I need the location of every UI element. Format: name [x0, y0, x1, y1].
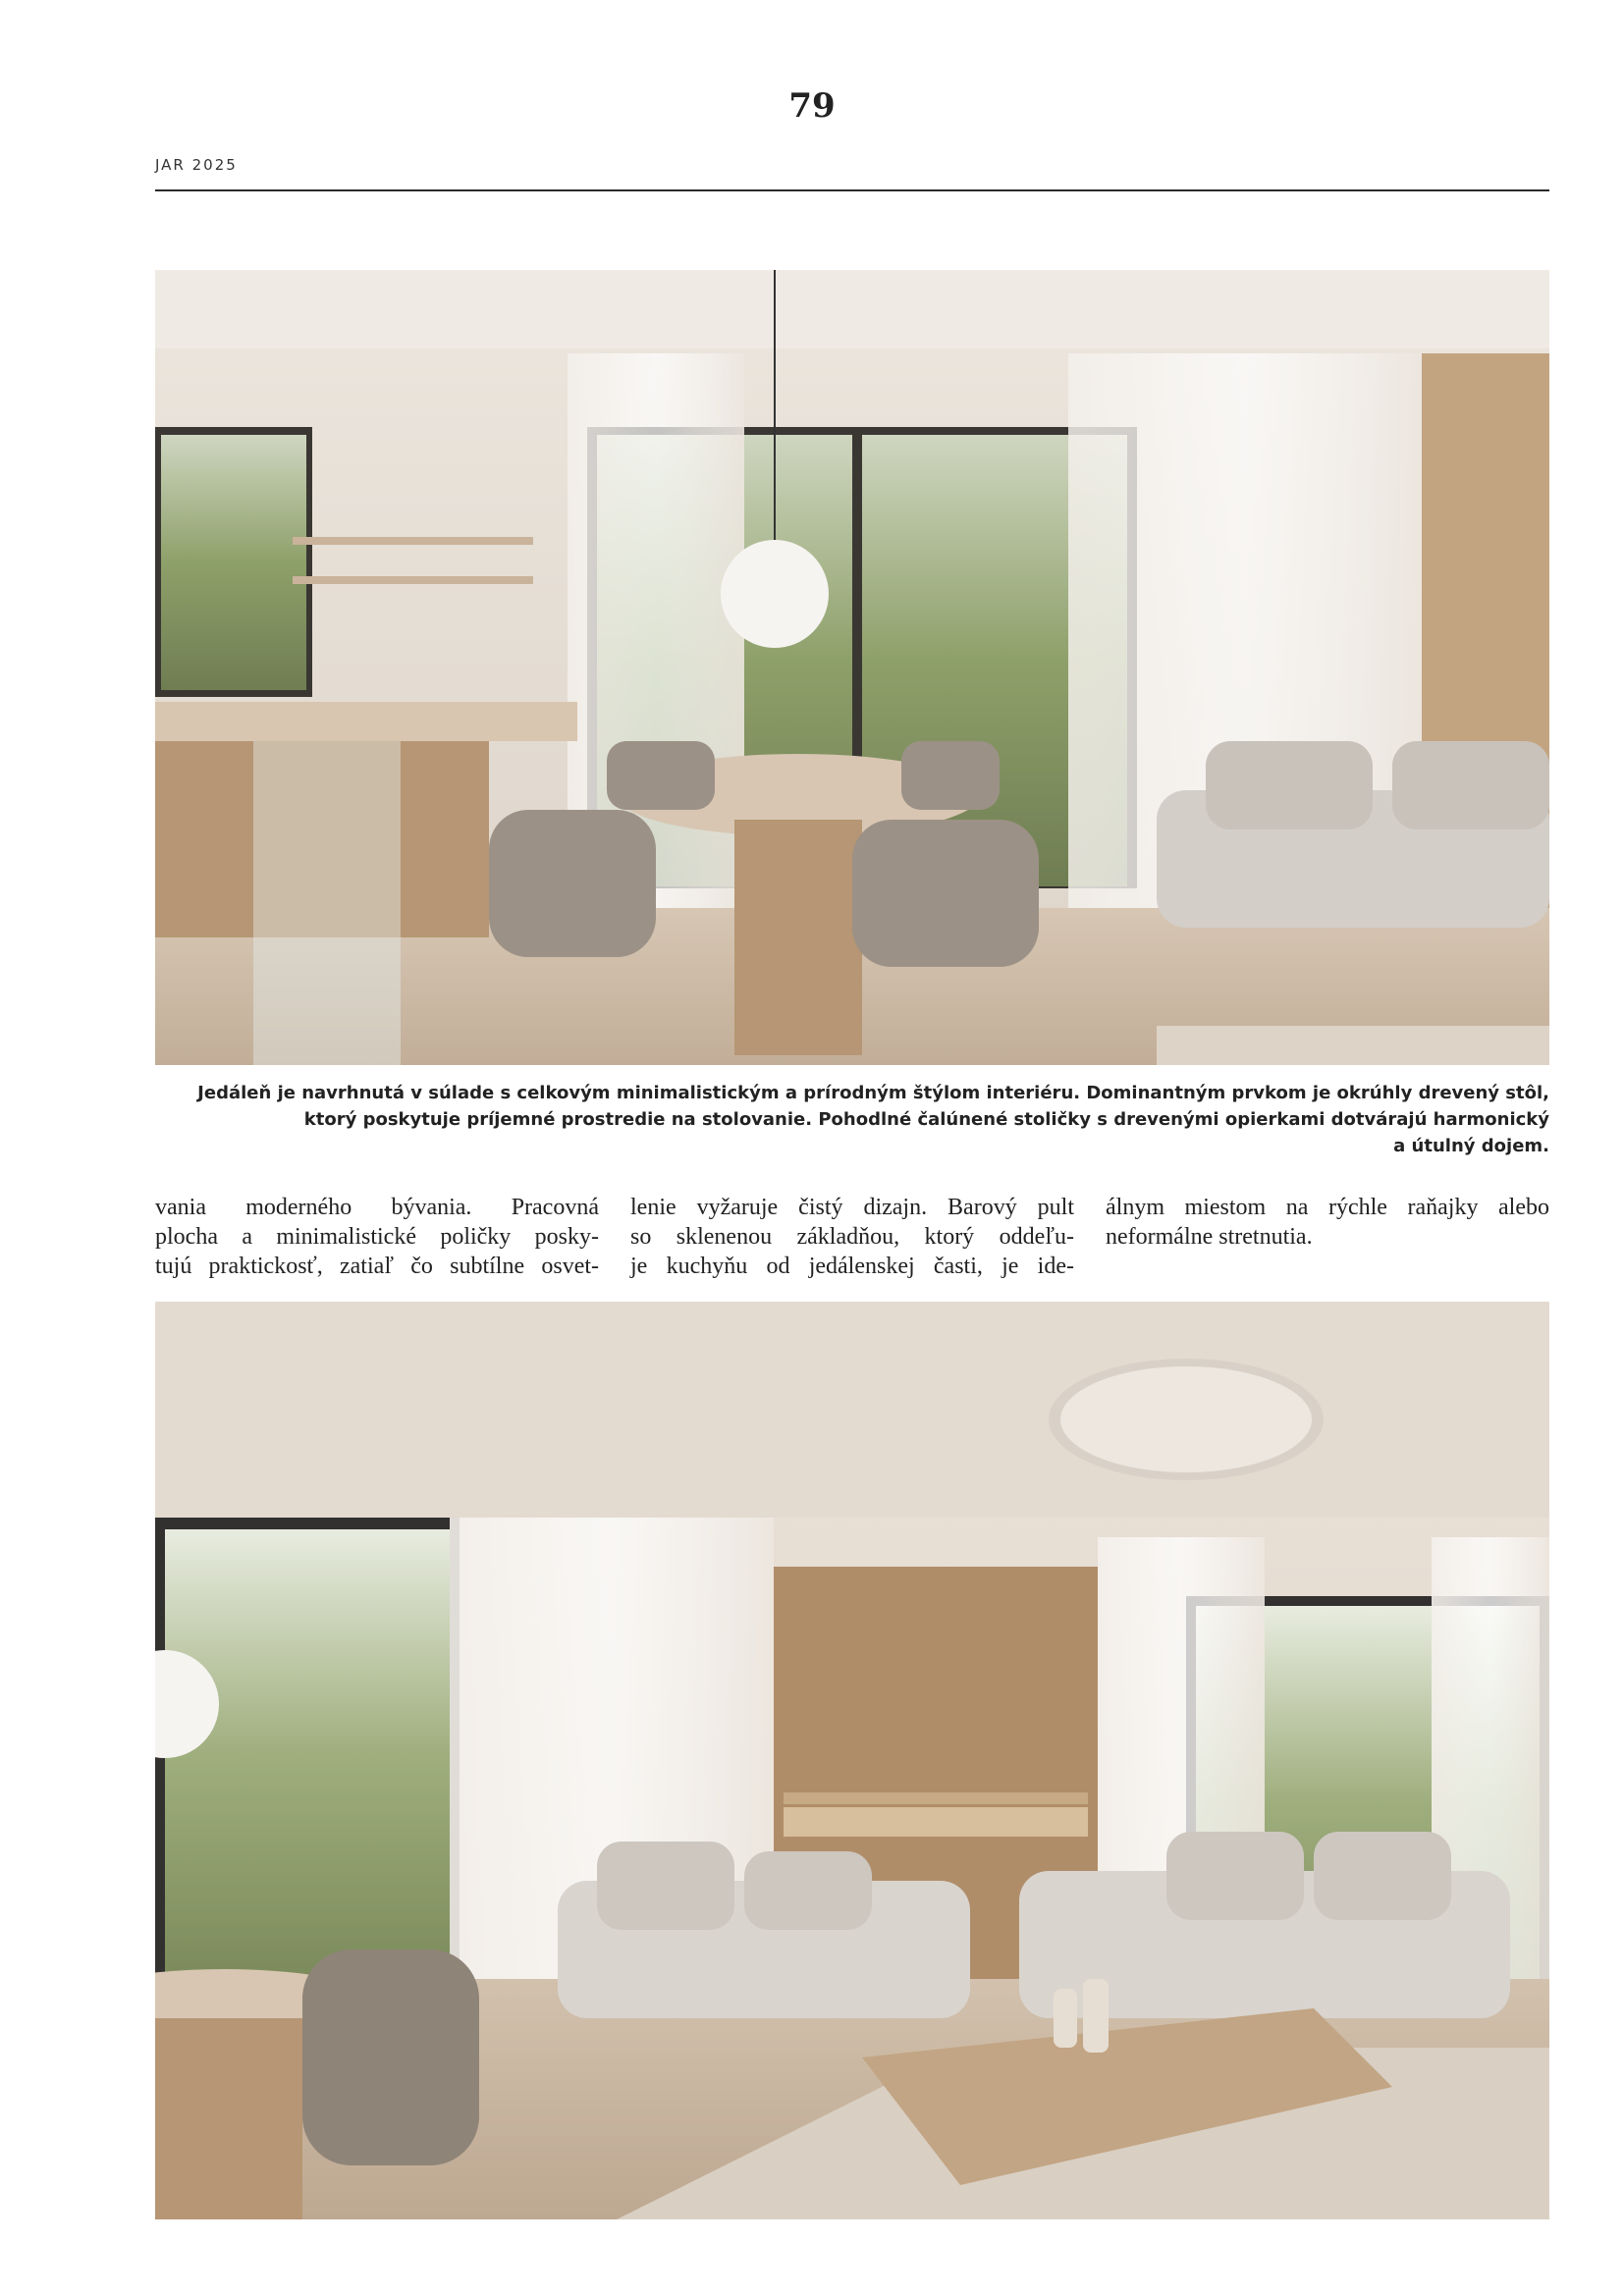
text-line: so sklenenou základňou, ktorý oddeľu- [630, 1224, 1074, 1250]
text-column-3 [1106, 1193, 1549, 1281]
page-number: 79 [788, 86, 836, 126]
caption-line: ktorý poskytuje príjemné prostredie na stolovanie. Pohodlné čalúnené stoličky s drevenými opierkami dotvárajú harmonický [303, 1109, 1549, 1130]
text-line: lenie vyžaruje čistý dizajn. Barový pult [630, 1195, 1074, 1220]
text-line: je kuchyňu od jedálenskej časti, je ide- [630, 1254, 1074, 1279]
dining-room-photo [155, 270, 1549, 1065]
text-column-1 [155, 1193, 599, 1281]
text-line: plocha a minimalistické poličky posky- [155, 1224, 599, 1250]
text-line: neformálne stretnutia. [1106, 1224, 1313, 1250]
header-rule [155, 189, 1549, 191]
caption-line: a útulný dojem. [1393, 1136, 1549, 1156]
text-line: álnym miestom na rýchle raňajky alebo [1106, 1195, 1549, 1220]
issue-label: JAR 2025 [155, 156, 238, 174]
text-line: vania moderného bývania. Pracovná [155, 1195, 599, 1220]
text-line: tujú praktickosť, zatiaľ čo subtílne osvet- [155, 1254, 599, 1279]
text-column-2 [630, 1193, 1074, 1281]
living-room-photo [155, 1302, 1549, 2219]
caption-line: Jedáleň je navrhnutá v súlade s celkovým minimalistickým a prírodným štýlom interiéru. Dominantným prvkom je okrúhly drevený stôl, [197, 1083, 1549, 1103]
photo-caption [155, 1080, 1549, 1159]
body-text [155, 1193, 1549, 1281]
